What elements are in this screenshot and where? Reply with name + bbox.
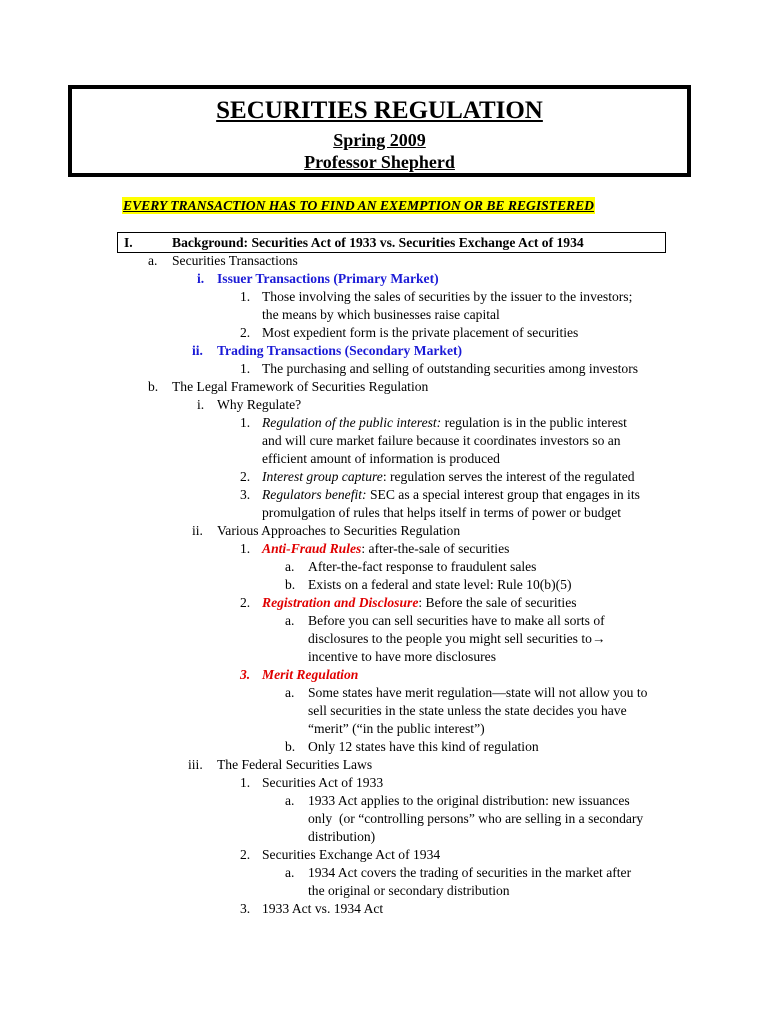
outline-item xyxy=(262,468,635,486)
outline-item: Issuer Transactions (Primary Market) xyxy=(217,271,439,286)
outline-item: 1933 Act vs. 1934 Act xyxy=(262,901,384,916)
term-description: : after-the-sale of securities xyxy=(361,541,510,556)
outline-item: Most expedient form is the private placement of securities xyxy=(262,325,579,340)
outline-marker: 2. xyxy=(240,847,251,862)
outline-marker: a. xyxy=(148,253,158,268)
outline-item xyxy=(262,414,627,432)
outline-item: Merit Regulation xyxy=(262,667,359,682)
outline-item-cont: the means by which businesses raise capital xyxy=(262,307,500,322)
term-emphasis: Registration and Disclosure xyxy=(262,595,419,610)
term-description: SEC as a special interest group that engages in its xyxy=(366,487,640,502)
term-description: : Before the sale of securities xyxy=(418,595,577,610)
outline-item: Some states have merit regulation—state will not allow you to xyxy=(308,685,648,700)
outline-marker: b. xyxy=(285,577,296,592)
outline-marker: a. xyxy=(285,793,295,808)
outline-item-cont: disclosures to the people you might sell securities to→ xyxy=(308,631,606,646)
outline-marker: ii. xyxy=(192,523,203,538)
outline-item xyxy=(262,540,509,558)
term-emphasis: Regulation of the public interest: xyxy=(262,415,442,430)
outline-marker: 1. xyxy=(240,541,251,556)
outline-item-cont: the original or secondary distribution xyxy=(308,883,510,898)
outline-item-cont: “merit” (“in the public interest”) xyxy=(308,721,485,736)
outline-item-cont: incentive to have more disclosures xyxy=(308,649,496,664)
outline-item: After-the-fact response to fraudulent sales xyxy=(308,559,537,574)
outline-item: Various Approaches to Securities Regulation xyxy=(217,523,461,538)
outline-item: The Federal Securities Laws xyxy=(217,757,373,772)
outline-item xyxy=(262,486,640,504)
outline-marker: a. xyxy=(285,685,295,700)
outline-item: Those involving the sales of securities by the issuer to the investors; xyxy=(262,289,633,304)
outline-marker: a. xyxy=(285,613,295,628)
outline-marker: i. xyxy=(197,397,205,412)
outline-marker: i. xyxy=(197,271,205,286)
outline-item-cont: efficient amount of information is produced xyxy=(262,451,500,466)
highlight-banner: EVERY TRANSACTION HAS TO FIND AN EXEMPTION OR BE REGISTERED xyxy=(123,198,594,213)
outline-item-cont: and will cure market failure because it coordinates investors so an xyxy=(262,433,621,448)
outline-item: Exists on a federal and state level: Rule 10(b)(5) xyxy=(308,577,572,592)
outline-item-cont: sell securities in the state unless the state decides you have xyxy=(308,703,627,718)
outline-marker: a. xyxy=(285,865,295,880)
document-title: SECURITIES REGULATION xyxy=(216,97,543,124)
outline-marker: 3. xyxy=(240,487,251,502)
outline-item: Securities Exchange Act of 1934 xyxy=(262,847,441,862)
outline-marker: 1. xyxy=(240,415,251,430)
outline-marker: ii. xyxy=(192,343,203,358)
professor: Professor Shepherd xyxy=(304,152,455,172)
outline-item: 1934 Act covers the trading of securities in the market after xyxy=(308,865,632,880)
outline-item: Trading Transactions (Secondary Market) xyxy=(217,343,463,358)
outline-marker: 2. xyxy=(240,595,251,610)
outline-marker: 2. xyxy=(240,325,251,340)
outline-marker: 3. xyxy=(240,901,251,916)
outline-item-cont: promulgation of rules that helps itself in terms of power or budget xyxy=(262,505,622,520)
outline-marker: 1. xyxy=(240,289,251,304)
outline-item-cont: distribution) xyxy=(308,829,376,844)
section-number: I. xyxy=(124,235,133,250)
outline-marker: a. xyxy=(285,559,295,574)
outline-item: Securities Act of 1933 xyxy=(262,775,384,790)
term-description: : regulation serves the interest of the regulated xyxy=(382,469,635,484)
outline-item: Securities Transactions xyxy=(172,253,298,268)
outline-marker: 3. xyxy=(240,667,251,682)
term-emphasis: Interest group capture xyxy=(262,469,383,484)
term-emphasis: Regulators benefit: xyxy=(262,487,367,502)
title-box xyxy=(68,85,691,177)
section-title: Background: Securities Act of 1933 vs. Securities Exchange Act of 1934 xyxy=(172,235,584,250)
outline-item: Why Regulate? xyxy=(217,397,302,412)
outline-marker: 2. xyxy=(240,469,251,484)
outline-item: Only 12 states have this kind of regulation xyxy=(308,739,539,754)
term-description: regulation is in the public interest xyxy=(441,415,627,430)
term-emphasis: Anti-Fraud Rules xyxy=(262,541,362,556)
outline-marker: 1. xyxy=(240,361,251,376)
outline-marker: iii. xyxy=(188,757,203,772)
outline-item: The purchasing and selling of outstanding securities among investors xyxy=(262,361,639,376)
outline-item: The Legal Framework of Securities Regulation xyxy=(172,379,429,394)
outline-marker: b. xyxy=(148,379,159,394)
outline-item: 1933 Act applies to the original distribution: new issuances xyxy=(308,793,630,808)
outline-marker: 1. xyxy=(240,775,251,790)
outline-item: Before you can sell securities have to make all sorts of xyxy=(308,613,605,628)
term: Spring 2009 xyxy=(333,130,426,150)
outline-item xyxy=(262,594,577,612)
outline-marker: b. xyxy=(285,739,296,754)
outline-item-cont: only (or “controlling persons” who are selling in a secondary xyxy=(308,811,644,826)
